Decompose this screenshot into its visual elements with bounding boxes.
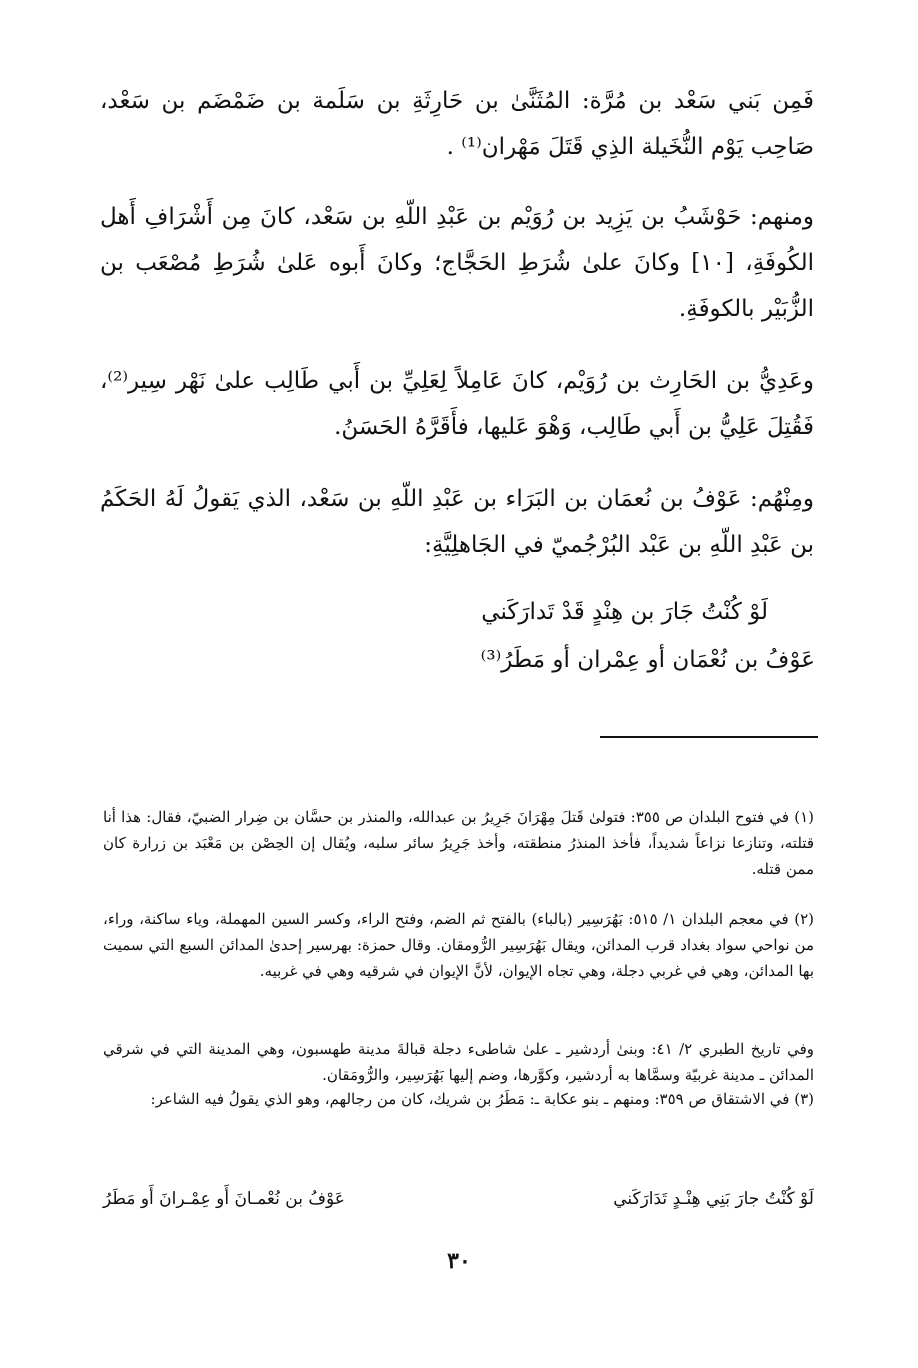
main-paragraph-3: وعَدِيُّ بن الحَارِث بن رُوَيْم، كانَ عَامِلاً لِعَلِيِّ بن أَبي طَالِب علىٰ نَهْر سِير⁽²⁾، فَقُتِلَ عَلِيُّ بن أَبي طَالِب، وَهْوَ عَليها، فأَقَرَّهُ الحَسَنُ. bbox=[100, 368, 814, 440]
page-number: ٣٠ bbox=[447, 1248, 471, 1274]
footnote-3: (٣) في الاشتقاق ص ٣٥٩: ومنهم ـ بنو عكابة ـ: مَطَرُ بن شريك، كان من رجالهم، وهو الذي يقولُ فيه الشاعر: bbox=[150, 1090, 814, 1108]
footnote-2: (٢) في معجم البلدان ١/ ٥١٥: بَهُرَسِير (بالباء) بالفتح ثم الضم، وفتح الراء، وكسر السين المهملة، وياء ساكنة، وراء، من نواحي سواد بغداد قرب المدائن، ويقال بَهُرَسِير الرُّومقان. وقال حمزة: بهرسير إحدىٰ المدائن السبع التي سميت بها المدائن، وهي في غربي دجلة، وهي تجاه الإيوان، لأنَّ الإيوان في شرقيه وهي في غربيه. bbox=[103, 910, 815, 980]
footnote-verse bbox=[103, 1184, 814, 1214]
footnote-verse-second-hemistich: عَوْفُ بن نُعْمـانَ أَو عِمْـرانَ أَو مَطَرُ bbox=[103, 1189, 345, 1209]
main-paragraph-4: ومِنْهُم: عَوْفُ بن نُعمَان بن البَرَاء بن عَبْدِ اللّهِ بن سَعْد، الذي يَقولُ لَهُ الحَكَمُ بن عَبْدِ اللّهِ بن عَبْد البُرْجُميّ في الجَاهلِيَّةِ: bbox=[100, 486, 814, 558]
verse-line-2: عَوْفُ بن نُعْمَان أو عِمْران أو مَطَرُ⁽³⁾ bbox=[480, 647, 815, 673]
footnote-1: (١) في فتوح البلدان ص ٣٥٥: فتولىٰ قَتلَ مِهْرَانَ جَرِيرُ بن عبدالله، والمنذر بن حسَّان بن ضِرار الضبيّ، فقال: هذا أنا قتلته، وتنازعا نزاعاً شديداً، فأخذ المنذرُ منطقته، وأخذ جَرِيرُ سائر سلبه، ويُقال إن الحِصْن بن مَعْبَد بن زرارة كان ممن قتله. bbox=[103, 808, 814, 878]
main-paragraph-2: ومنهم: حَوْشَبُ بن يَزِيد بن رُوَيْم بن عَبْدِ اللّهِ بن سَعْد، كانَ مِن أَشْرَافِ أَهل الكُوفَةِ، [١٠] وكانَ علىٰ شُرَطِ الحَجَّاج؛ وكانَ أَبوه عَلىٰ شُرَطِ مُصْعَب بن الزُّبَيْر بالكوفَةِ. bbox=[100, 204, 815, 322]
footnote-2-continuation: وفي تاريخ الطبري ٢/ ٤١: وبنىٰ أردشير ـ علىٰ شاطىء دجلة قبالةَ مدينة طهسبون، وهي المدينة التي في شرقي المدائن ـ مدينة غربيّة وسمَّاها به أردشير، وكوَّرها، وضم إليها بَهُرَسِير، والرُّومَقان. bbox=[103, 1040, 814, 1084]
footnote-separator bbox=[600, 736, 818, 738]
footnote-verse-first-hemistich: لَوْ كُنْتُ جارَ بَنِي هِنْـدٍ تَدَارَكَني bbox=[613, 1189, 814, 1209]
main-paragraph-1: فَمِن بَني سَعْد بن مُرَّة: المُثَنَّىٰ بن حَارِثَةِ بن سَلَمة بن ضَمْضَم بن سَعْد، صَاحِب يَوْم النُّخَيلة الذِي قَتَلَ مَهْران⁽¹⁾ . bbox=[100, 88, 814, 160]
verse-line-1: لَوْ كُنْتُ جَارَ بن هِنْدٍ قَدْ تَدارَكَني bbox=[481, 599, 768, 625]
